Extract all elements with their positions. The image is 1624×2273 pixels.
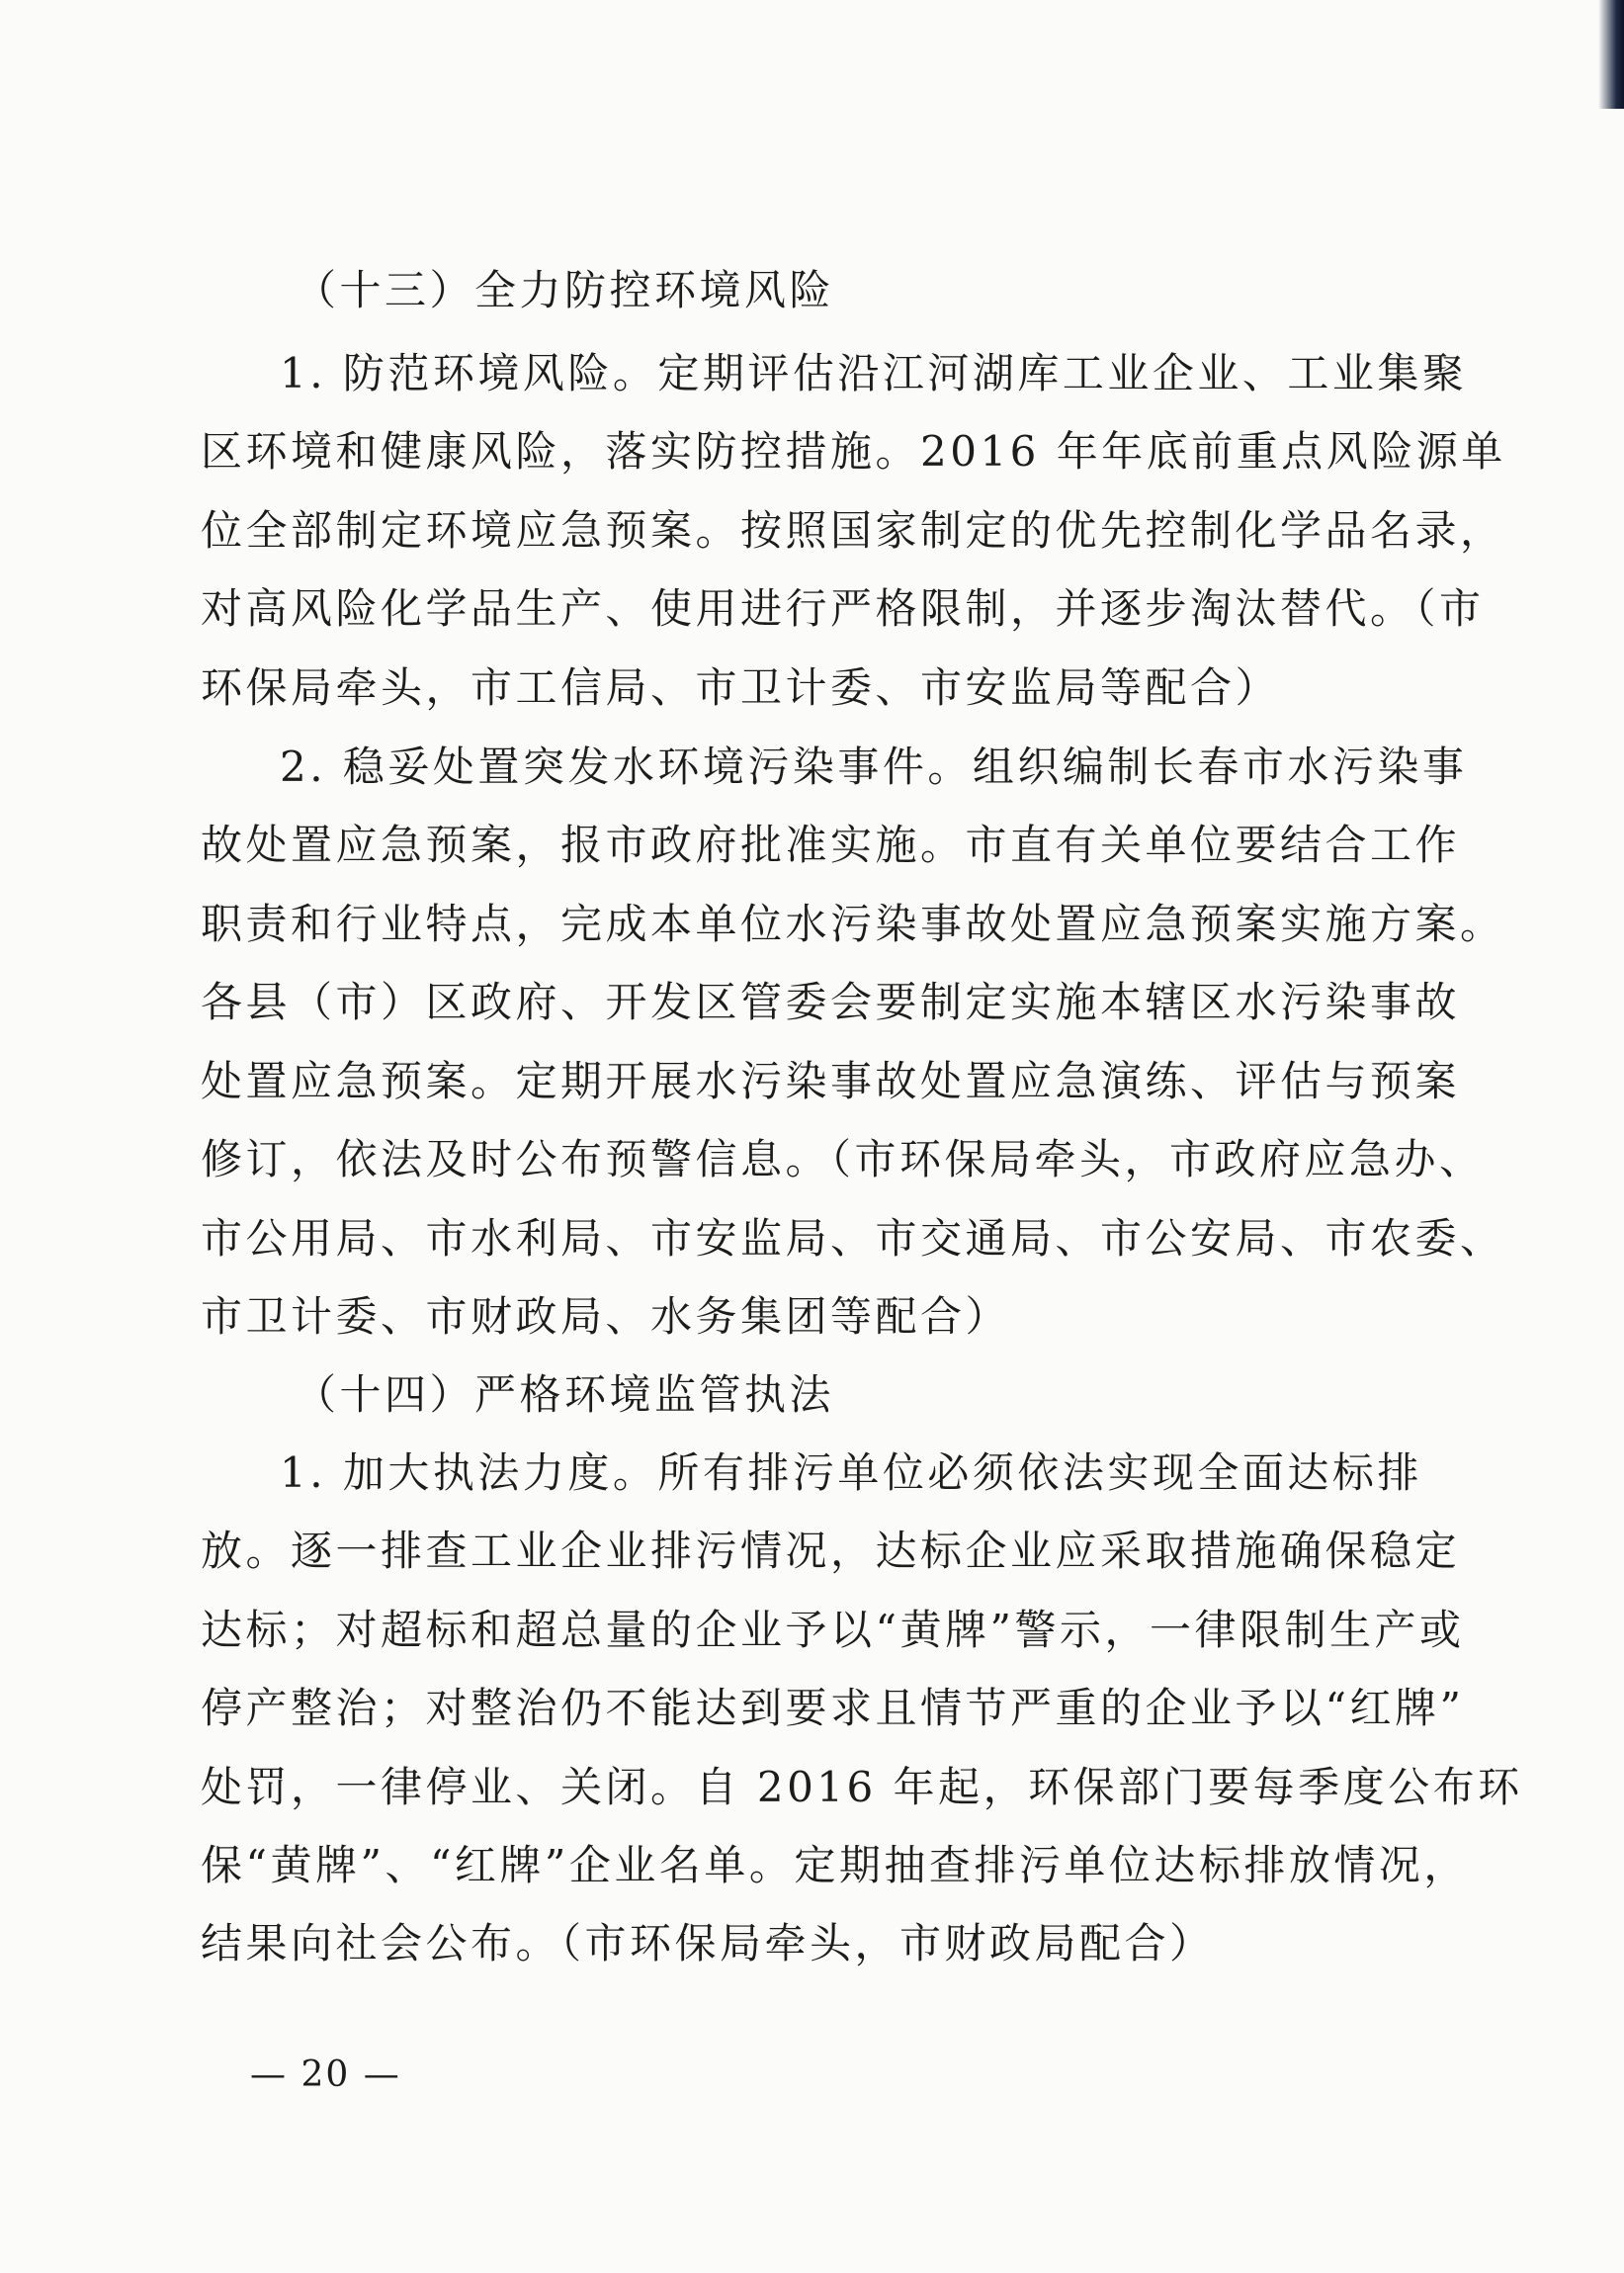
paragraph-line: 职责和行业特点，完成本单位水污染事故处置应急预案实施方案。: [201, 900, 1505, 948]
paragraph-line: 市公用局、市水利局、市安监局、市交通局、市公安局、市农委、: [201, 1214, 1505, 1263]
paragraph-line: 对高风险化学品生产、使用进行严格限制，并逐步淘汰替代。（市: [201, 584, 1485, 633]
paragraph-line: 1. 加大执法力度。所有排污单位必须依法实现全面达标排: [280, 1448, 1422, 1497]
paragraph-line: 2. 稳妥处置突发水环境污染事件。组织编制长春市水污染事: [280, 743, 1468, 791]
paragraph-line: 放。逐一排查工业企业排污情况，达标企业应采取措施确保稳定: [201, 1527, 1461, 1575]
paragraph-line: 结果向社会公布。（市环保局牵头，市财政局配合）: [201, 1919, 1215, 1967]
page-number: — 20 —: [250, 2054, 401, 2095]
paragraph-line: 达标；对超标和超总量的企业予以“黄牌”警示，一律限制生产或: [201, 1606, 1465, 1654]
paragraph-line: 区环境和健康风险，落实防控措施。2016 年年底前重点风险源单: [201, 427, 1506, 476]
paragraph-line: 位全部制定环境应急预案。按照国家制定的优先控制化学品名录，: [201, 506, 1505, 555]
section-heading-14: （十四）严格环境监管执法: [295, 1370, 835, 1419]
paragraph-line: 市卫计委、市财政局、水务集团等配合）: [201, 1292, 1011, 1341]
paragraph-line: 故处置应急预案，报市政府批准实施。市直有关单位要结合工作: [201, 821, 1461, 869]
scan-page-edge: [1598, 0, 1624, 109]
paragraph-line: 修订，依法及时公布预警信息。（市环保局牵头，市政府应急办、: [201, 1135, 1485, 1183]
paragraph-line: 1. 防范环境风险。定期评估沿江河湖库工业企业、工业集聚: [280, 349, 1468, 397]
section-heading-13: （十三）全力防控环境风险: [295, 266, 835, 314]
paragraph-line: 处置应急预案。定期开展水污染事故处置应急演练、评估与预案: [201, 1057, 1461, 1105]
paragraph-line: 处罚，一律停业、关闭。自 2016 年起，环保部门要每季度公布环: [201, 1763, 1523, 1811]
paragraph-line: 保“黄牌”、“红牌”企业名单。定期抽查排污单位达标排放情况，: [201, 1841, 1469, 1889]
paragraph-line: 各县（市）区政府、开发区管委会要制定实施本辖区水污染事故: [201, 978, 1461, 1026]
paragraph-line: 停产整治；对整治仍不能达到要求且情节严重的企业予以“红牌”: [201, 1684, 1465, 1732]
paragraph-line: 环保局牵头，市工信局、市卫计委、市安监局等配合）: [201, 663, 1281, 712]
